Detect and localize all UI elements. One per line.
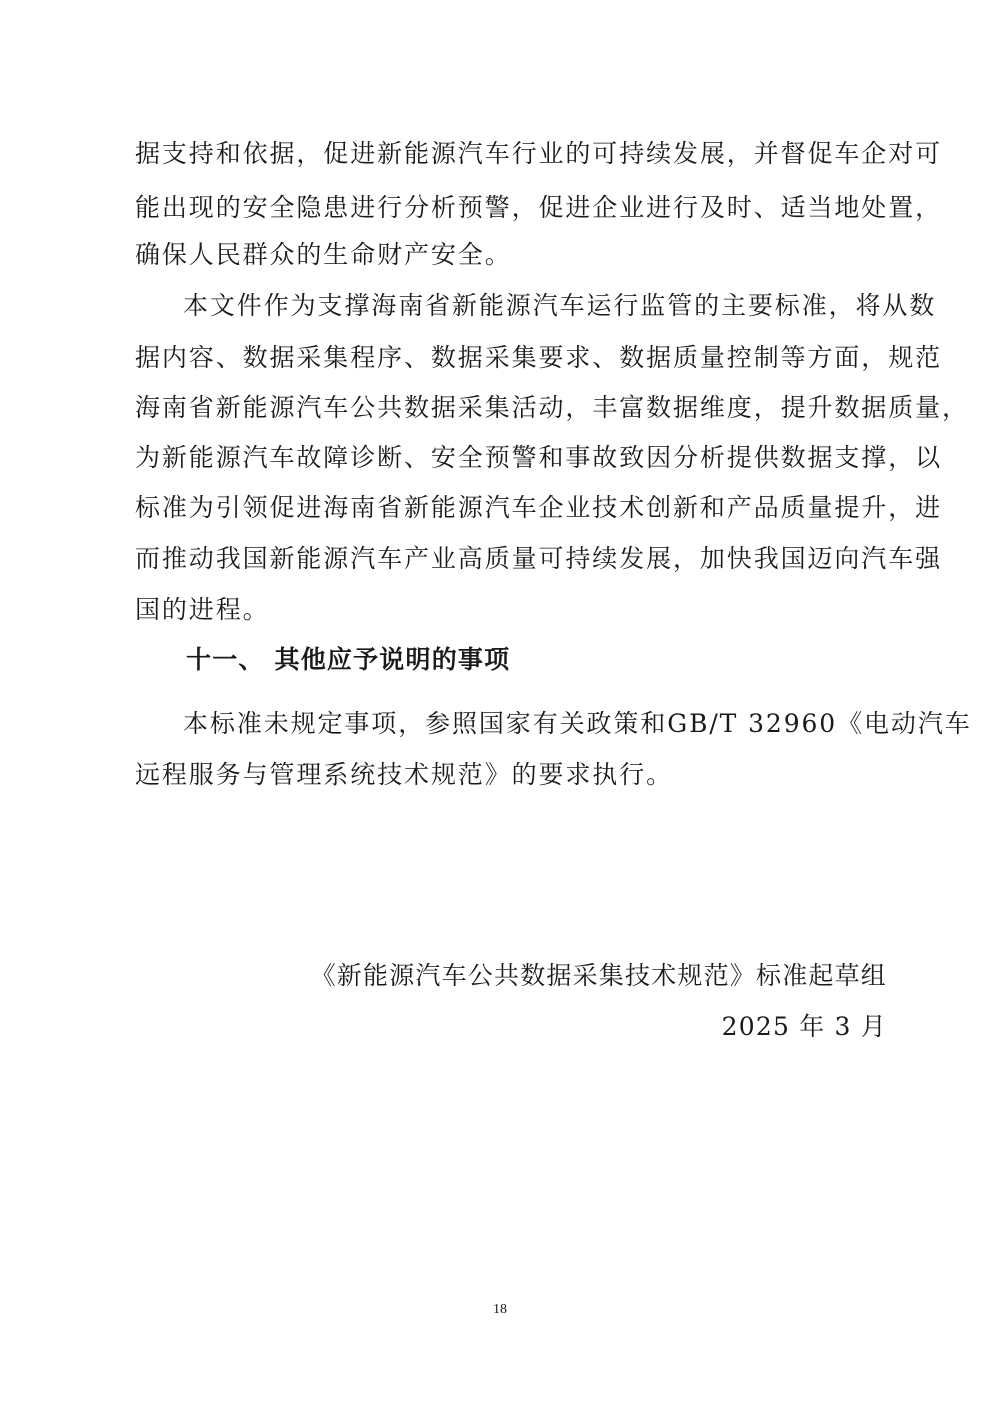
paragraph-line: 国的进程。: [135, 595, 270, 624]
paragraph-line: 据支持和依据，促进新能源汽车行业的可持续发展，并督促车企对可: [135, 139, 943, 168]
document-date: 2025 年 3 月: [721, 1012, 887, 1041]
paragraph-line: 本标准未规定事项，参照国家有关政策和GB/T 32960《电动汽车: [183, 709, 972, 738]
paragraph-line: 远程服务与管理系统技术规范》的要求执行。: [135, 760, 674, 789]
paragraph-line: 本文件作为支撑海南省新能源汽车运行监管的主要标准，将从数: [183, 291, 937, 320]
section-heading: 十一、 其他应予说明的事项: [186, 645, 511, 674]
paragraph-line: 为新能源汽车故障诊断、安全预警和事故致因分析提供数据支撑，以: [135, 443, 943, 472]
page-number: 18: [493, 1302, 507, 1317]
paragraph-line: 而推动我国新能源汽车产业高质量可持续发展，加快我国迈向汽车强: [135, 544, 943, 573]
paragraph-line: 据内容、数据采集程序、数据采集要求、数据质量控制等方面，规范: [135, 343, 943, 372]
paragraph-line: 确保人民群众的生命财产安全。: [135, 240, 512, 269]
paragraph-line: 海南省新能源汽车公共数据采集活动，丰富数据维度，提升数据质量，: [135, 393, 969, 422]
drafting-group-signature: 《新能源汽车公共数据采集技术规范》标准起草组: [310, 961, 887, 990]
paragraph-line: 标准为引领促进海南省新能源汽车企业技术创新和产品质量提升，进: [135, 493, 943, 522]
paragraph-line: 能出现的安全隐患进行分析预警，促进企业进行及时、适当地处置，: [135, 193, 943, 222]
